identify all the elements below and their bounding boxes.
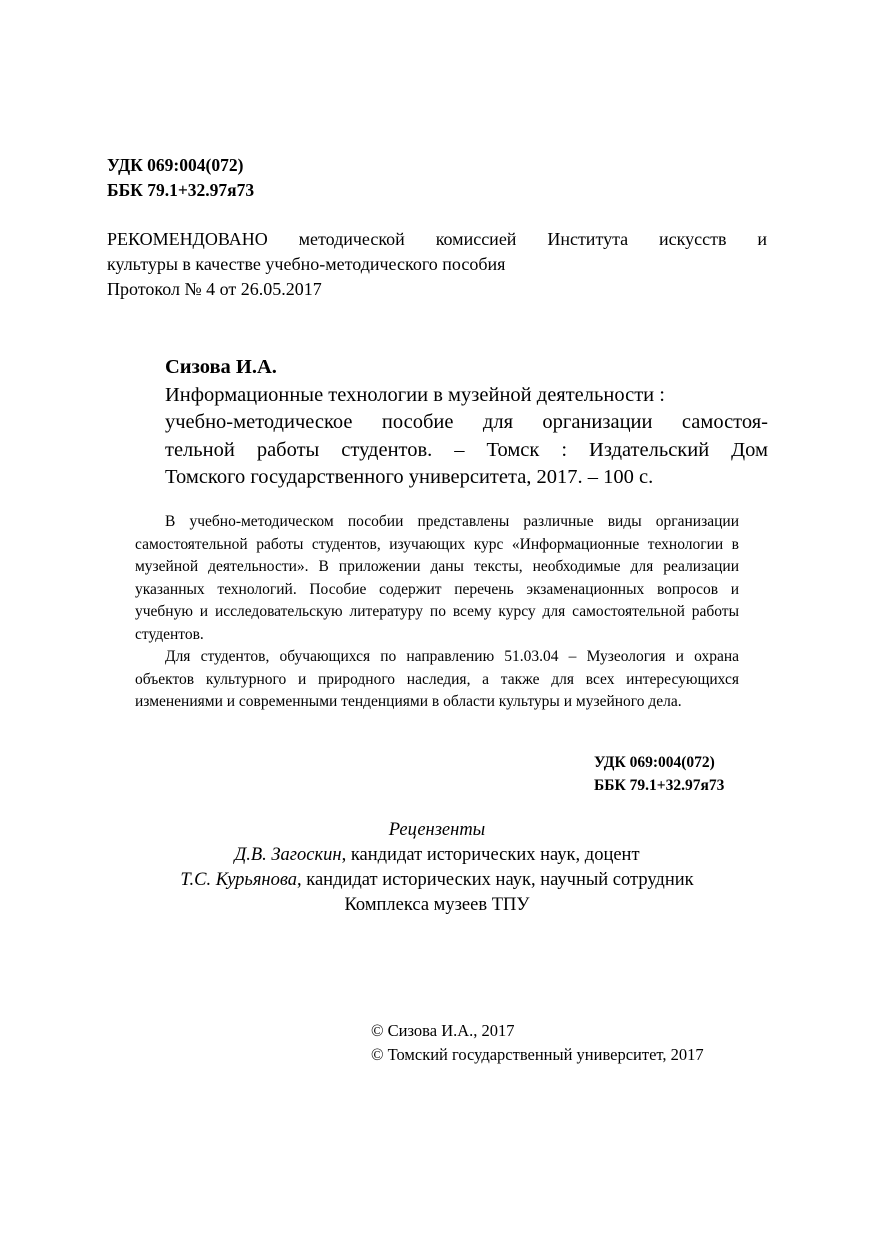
reviewers-heading: Рецензенты — [388, 820, 486, 840]
recommendation-line-1: РЕКОМЕНДОВАНО методической комиссией Института искусств и — [107, 229, 767, 249]
author-name: Сизова И.А. — [165, 356, 277, 378]
biblio-line: учебно-методическое пособие для организации самостоя- — [165, 411, 768, 433]
biblio-line: Томского государственного университета, 2017. – 100 с. — [165, 466, 654, 488]
bibliographic-record — [165, 354, 768, 492]
protocol-line: Протокол № 4 от 26.05.2017 — [107, 279, 322, 299]
copyright-line: © Сизова И.А., 2017 — [371, 1021, 515, 1040]
reviewer-description: , кандидат исторических наук, научный сотрудник — [297, 870, 694, 890]
reviewer-name: Т.С. Курьянова — [180, 870, 298, 890]
bbk-code: ББК 79.1+32.97я73 — [107, 180, 255, 200]
footer-classification-codes — [594, 752, 724, 797]
reviewer-2 — [107, 868, 767, 893]
biblio-line: Информационные технологии в музейной деятельности : — [165, 383, 665, 406]
bbk-code: ББК 79.1+32.97я73 — [594, 776, 725, 794]
biblio-line: тельной работы студентов. – Томск : Издательский Дом — [165, 438, 768, 461]
header-classification-codes — [107, 153, 254, 203]
annotation-paragraph: Для студентов, обучающихся по направлению 51.03.04 – Музеология и охрана объектов культурного и природного наследия, а также для всех интересующихся изменениями и современными тенденциями в области культуры и музейного дела. — [135, 648, 739, 710]
reviewer-description: , кандидат исторических наук, доцент — [341, 845, 640, 865]
copyright-line: © Томский государственный университет, 2017 — [371, 1045, 704, 1064]
udk-code: УДК 069:004(072) — [594, 754, 715, 771]
recommendation-line-2: культуры в качестве учебно-методического пособия — [107, 254, 506, 274]
annotation-paragraph: В учебно-методическом пособии представлены различные виды организации самостоятельной работы студентов, изучающих курс «Информационные технологии в музейной деятельности». В приложении даны тексты, необходимые для реализации указанных технологий. Пособие содержит перечень экзаменационных вопросов и учебную и исследовательскую литературу по всему курсу для самостоятельной работы студентов. — [135, 513, 739, 643]
recommendation-block — [107, 227, 767, 302]
reviewer-name: Д.В. Загоскин — [234, 845, 342, 865]
copyright-block — [371, 1019, 704, 1067]
reviewers-block — [107, 818, 767, 918]
annotation — [135, 511, 739, 714]
udk-code: УДК 069:004(072) — [107, 155, 244, 175]
reviewer-1 — [107, 843, 767, 868]
reviewer-organization: Комплекса музеев ТПУ — [344, 895, 530, 915]
